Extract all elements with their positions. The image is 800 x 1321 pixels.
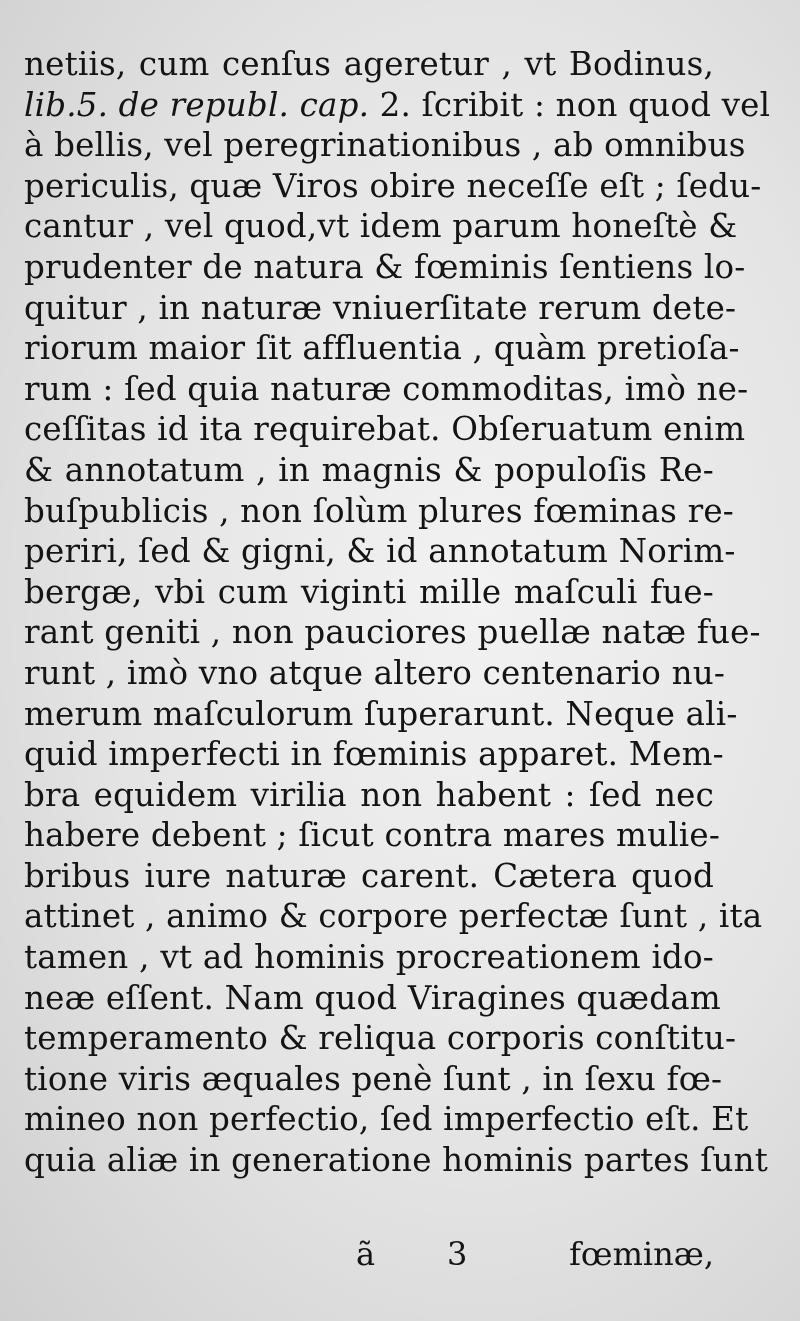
text-line xyxy=(24,369,749,410)
text-line-segment: periculis, quæ Viros obire neceſſe eſt ; ſedu- xyxy=(24,166,762,205)
text-line-segment: attinet , animo & corpore perfectæ ſunt , ita xyxy=(24,897,763,936)
text-line xyxy=(24,856,714,897)
text-line xyxy=(24,328,740,369)
text-line xyxy=(24,815,721,856)
text-line-segment: prudenter de natura & fœminis ſentiens lo- xyxy=(24,247,746,286)
text-line xyxy=(24,166,762,207)
signature-number: 3 xyxy=(447,1235,468,1273)
text-line xyxy=(24,978,721,1019)
text-line xyxy=(24,125,746,166)
text-line xyxy=(24,775,714,816)
text-line xyxy=(24,450,714,491)
text-line-segment: quid imperfecti in fœminis apparet. Mem- xyxy=(24,735,724,774)
text-line-segment: neæ eſſent. Nam quod Viragines quædam xyxy=(24,978,721,1017)
text-line xyxy=(24,694,738,735)
text-line-segment: tamen , vt ad hominis procreationem ido- xyxy=(24,938,714,977)
text-line xyxy=(24,572,714,613)
text-line xyxy=(24,653,726,694)
text-line xyxy=(24,896,763,937)
text-line xyxy=(24,247,746,288)
text-line-segment: netiis, cum cenſus ageretur , vt Bodinus, xyxy=(24,45,714,83)
text-line-segment: quitur , in naturæ vniuerſitate rerum dete- xyxy=(24,288,737,327)
text-line-segment: bribus iure naturæ carent. Cætera quod xyxy=(24,856,714,895)
text-line xyxy=(24,734,724,775)
catchword: fœminæ, xyxy=(569,1235,714,1273)
text-line-segment: runt , imò vno atque altero centenario nu- xyxy=(24,653,726,692)
signature-mark: ã xyxy=(356,1235,376,1273)
text-line xyxy=(24,1140,768,1181)
text-line-segment: temperamento & reliqua corporis conſtitu- xyxy=(24,1019,737,1058)
text-line xyxy=(24,612,761,653)
text-line-segment: cantur , vel quod,vt idem parum honeſtè & xyxy=(24,207,738,246)
text-line-segment: ceſſitas id ita requirebat. Obſeruatum enim xyxy=(24,410,746,449)
text-line-segment: rum : ſed quia naturæ commoditas, imò ne- xyxy=(24,369,749,408)
text-line-segment: & annotatum , in magnis & populoſis Re- xyxy=(24,450,714,489)
text-line-segment: bergæ, vbi cum viginti mille maſculi fue- xyxy=(24,572,714,611)
text-line-segment: mineo non perfectio, ſed imperfectio eſt. Et xyxy=(24,1100,749,1139)
text-line-segment: à bellis, vel peregrinationibus , ab omnibus xyxy=(24,126,746,165)
text-line xyxy=(24,1099,749,1140)
text-line-segment: 2. ſcribit : non quod vel xyxy=(369,85,771,124)
text-line xyxy=(24,491,734,532)
text-line-segment: habere debent ; ſicut contra mares mulie- xyxy=(24,816,721,855)
text-line xyxy=(24,1018,737,1059)
page-footer xyxy=(24,1232,714,1276)
text-line-segment: tione viris æquales penè ſunt , in ſexu fœ- xyxy=(24,1059,723,1098)
body-text xyxy=(24,44,771,1181)
text-line-segment: rant geniti , non pauciores puellæ natæ fue- xyxy=(24,613,761,652)
text-line-segment: quia aliæ in generatione hominis partes ſunt xyxy=(24,1141,768,1180)
text-line-segment: buſpublicis , non ſolùm plures fœminas re- xyxy=(24,491,734,530)
text-line xyxy=(24,288,737,329)
text-line xyxy=(24,409,746,450)
text-line xyxy=(24,937,714,978)
text-line-segment: merum maſculorum ſuperarunt. Neque ali- xyxy=(24,694,738,733)
text-line xyxy=(24,531,736,572)
text-line-segment: riorum maior ſit affluentia , quàm pretioſa- xyxy=(24,329,740,368)
text-line xyxy=(24,44,714,85)
text-line xyxy=(24,206,738,247)
text-line xyxy=(24,85,771,126)
citation-italic: lib.5. de republ. cap. xyxy=(24,85,370,124)
text-line xyxy=(24,1059,723,1100)
text-line-segment: bra equidem virilia non habent : ſed nec xyxy=(24,775,714,814)
text-line-segment: periri, ſed & gigni, & id annotatum Norim- xyxy=(24,532,736,571)
